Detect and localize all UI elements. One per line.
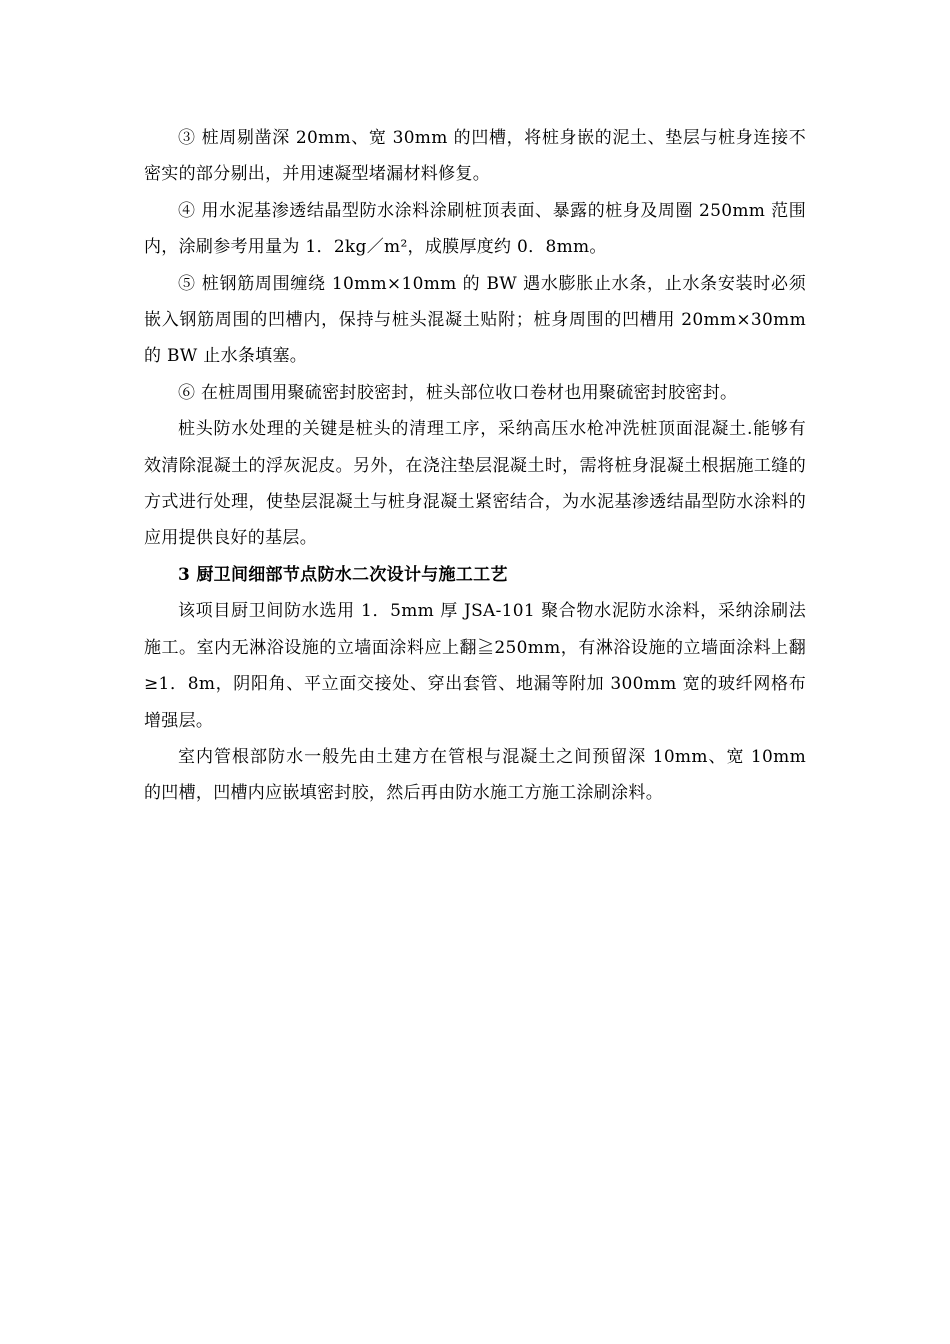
paragraph-kitchen-bath-waterproofing: 该项目厨卫间防水选用 1．5mm 厚 JSA-101 聚合物水泥防水涂料，采纳涂刷法施工。室内无淋浴设施的立墙面涂料应上翻≧250mm，有淋浴设施的立墙面涂料上翻≥1．8m，阴阳角、平立面交接处、穿出套管、地漏等附加 300mm 宽的玻纤网格布增强层。 xyxy=(144,601,806,731)
paragraph-step-3: ③ 桩周剔凿深 20mm、宽 30mm 的凹槽，将桩身嵌的泥土、垫层与桩身连接不密实的部分剔出，并用速凝型堵漏材料修复。 xyxy=(144,128,806,185)
document-body xyxy=(144,120,806,812)
paragraph-step-6: ⑥ 在桩周围用聚硫密封胶密封，桩头部位收口卷材也用聚硫密封胶密封。 xyxy=(178,382,738,403)
paragraph-step-5: ⑤ 桩钢筋周围缠绕 10mm×10mm 的 BW 遇水膨胀止水条，止水条安装时必须嵌入钢筋周围的凹槽内，保持与桩头混凝土贴附；桩身周围的凹槽用 20mm×30mm 的 BW 止水条填塞。 xyxy=(144,273,806,367)
paragraph-pipe-root-waterproofing: 室内管根部防水一般先由土建方在管根与混凝土之间预留深 10mm、宽 10mm 的凹槽，凹槽内应嵌填密封胶，然后再由防水施工方施工涂刷涂料。 xyxy=(144,746,806,804)
paragraph-step-4: ④ 用水泥基渗透结晶型防水涂料涂刷桩顶表面、暴露的桩身及周圈 250mm 范围内，涂刷参考用量为 1．2kg／m²，成膜厚度约 0．8mm。 xyxy=(144,200,806,258)
section-heading: 3 厨卫间细部节点防水二次设计与施工工艺 xyxy=(178,564,508,585)
paragraph-pile-head-summary: 桩头防水处理的关键是桩头的清理工序，采纳高压水枪冲洗桩顶面混凝土.能够有效清除混凝土的浮灰泥皮。另外，在浇注垫层混凝土时，需将桩身混凝土根据施工缝的方式进行处理，使垫层混凝土与桩身混凝土紧密结合，为水泥基渗透结晶型防水涂料的应用提供良好的基层。 xyxy=(144,419,806,549)
